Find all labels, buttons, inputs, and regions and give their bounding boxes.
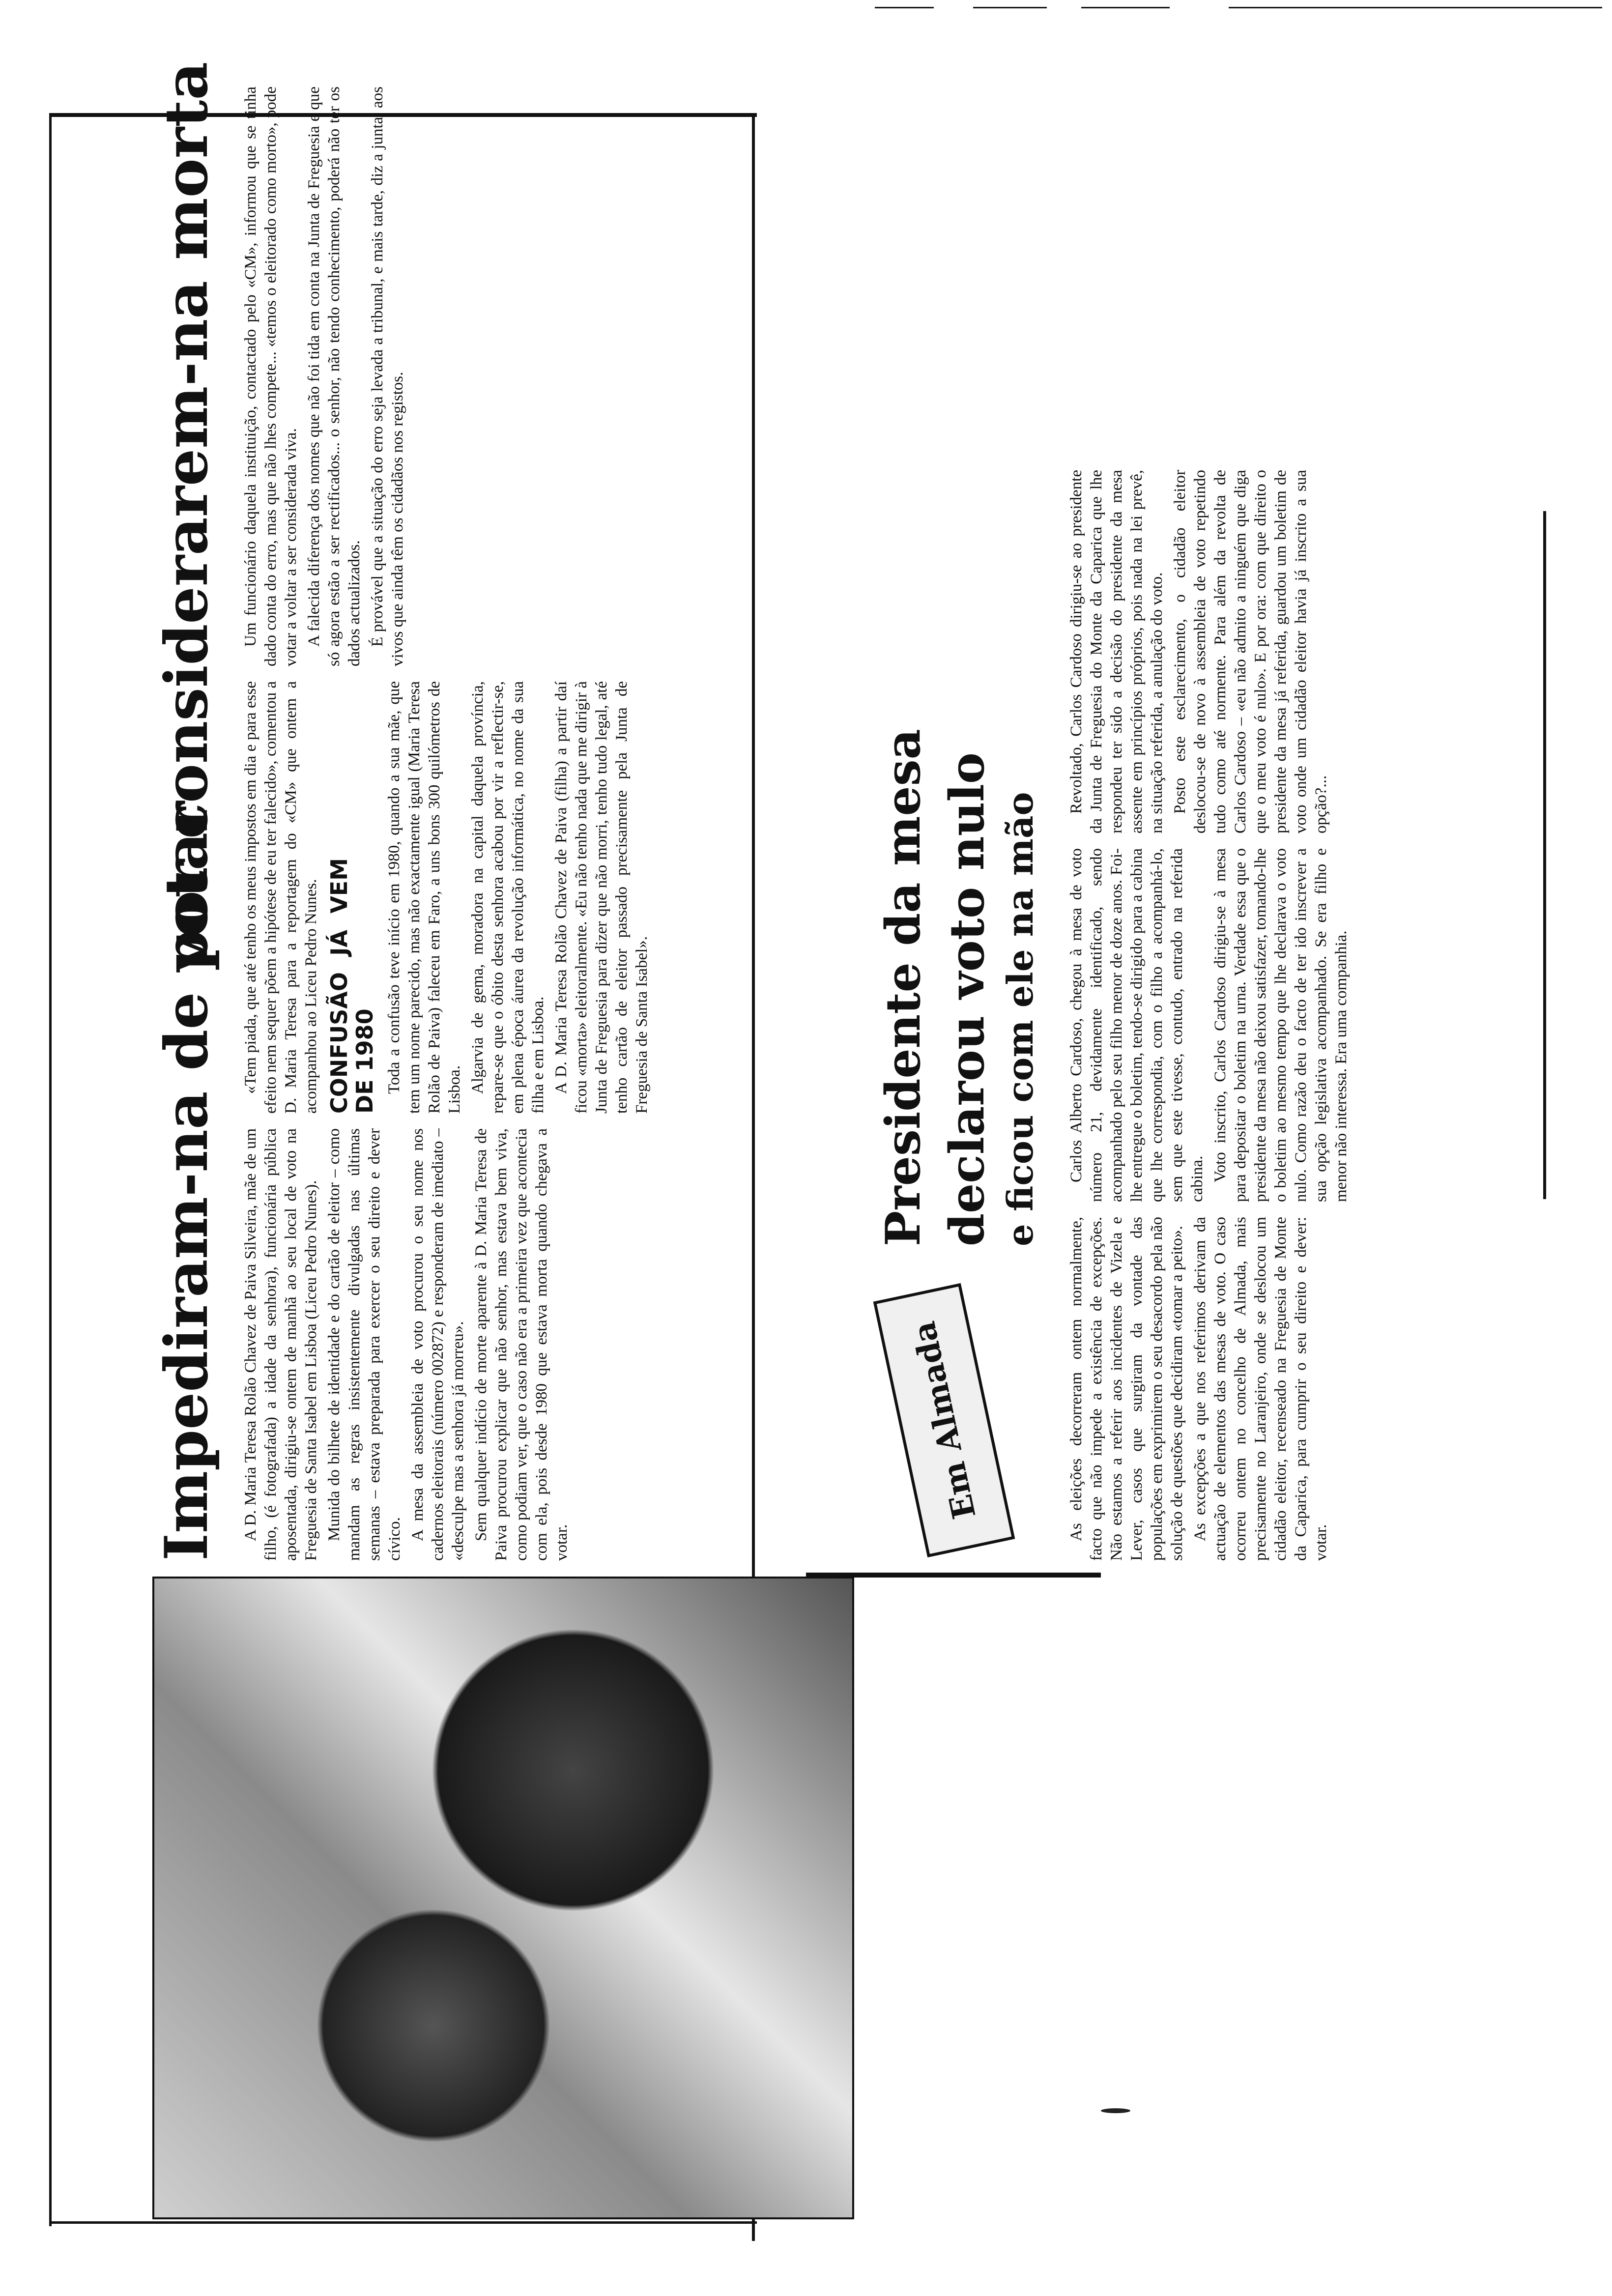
story2-paragraph: Carlos Alberto Cardoso, chegou à mesa de voto número 21, devidamente identificado, sendo acompanhado pelo seu filho menor de doze anos. Foi-lhe entregue o boletim, tendo-se dirigido para a cabina que lhe correspondia, com o filho a acompanhá-lo, sem que este tivesse, contudo, entrado na referida cabina. — [1067, 848, 1206, 1202]
story2-right-border — [1543, 511, 1546, 1199]
story1-column-3 — [241, 86, 411, 666]
story1-paragraph: A D. Maria Teresa Rolão Chavez de Paiva (filha) a partir daí ficou «morta» eleitoralmente. «Eu não tenho nada que me dirigir à Junta de Freguesia para dizer que não morri, tenho tudo legal, até tenho cartão de eleitor passado precisamente pela Junta de Freguesia de Santa Isabel». — [552, 681, 651, 1114]
story1-paragraph: «Tem piada, que até tenho os meus impostos em dia e para esse efeito nem sequer põem a hipótese de eu ter falecido», comentou a D. Maria Teresa para a reportagem do «CM» que ontem a acompanhou ao Liceu Pedro Nunes. — [242, 681, 320, 1114]
story2-paragraph: Posto este esclarecimento, o cidadão eleitor deslocou-se de novo à assembleia de voto repetindo tudo como até normente. Para além da revolta de Carlos Cardoso – «eu não admito a ninguém que diga que o meu voto é nulo». E por ora: com que direito o presidente da mesa já referida, guardou um boletim de voto onde um cidadão eleitor havia já inscrito a sua opção?... — [1171, 470, 1330, 833]
clipping-left-border — [49, 113, 52, 2226]
story1-paragraph: Um funcionário daquela instituição, contactado pelo «CM», informou que se tinha dado conta do erro, mas que não lhes compete... «temos o eleitorado como morto», pode votar a voltar a ser considerada viva. — [242, 86, 300, 666]
top-edge-line — [973, 7, 1047, 8]
top-edge-line — [1229, 7, 1602, 8]
story1-subhead: CONFUSÃO JÁ VEM DE 1980 — [326, 858, 378, 1114]
story1-paragraph: É provável que a situação do erro seja levada a tribunal, e mais tarde, diz a junta, aos vivos que ainda têm os cidadãos nos registos. — [369, 86, 406, 666]
story1-paragraph: Algarvia de gema, moradora na capital daquela província, repare-se que o óbito desta senhora acabou por vir a reflectir-se, em plena época áurea da revolução informática, no nome da sua filha e em Lisboa. — [469, 681, 547, 1114]
story2-paragraph: As excepções a que nos referimos derivam da actuação de elementos das mesas de voto. O caso ocorreu ontem no concelho de Almada, mais precisamente no Laranjeiro, onde se deslocou um cidadão eleitor, recenseado na Freguesia de Monte da Caparica, para cumprir o seu direito e dever: votar. — [1191, 1217, 1330, 1561]
story2-paragraph: Voto inscrito, Carlos Cardoso dirigiu-se à mesa para depositar o boletim na urna. Verdade essa que o presidente da mesa não deixou satisfazer, tomando-lhe o boletim ao mesmo tempo que lhe declarava o voto nulo. Como razão deu o facto de ter ido inscrever a sua opção legislativa acompanhado. Se era filho e menor não interessa. Era uma companhia. — [1211, 848, 1350, 1202]
story1-headline-line1: Impediram-na de votar — [152, 801, 221, 1561]
story2-column-1 — [1066, 1217, 1334, 1561]
story2-headline-2: declarou voto nulo — [939, 752, 995, 1246]
top-edge-line — [875, 7, 934, 8]
rotated-article — [93, 61, 1519, 2229]
story1-column-2 — [241, 681, 655, 1114]
story2-paragraph: Revoltado, Carlos Cardoso dirigiu-se ao presidente da Junta de Freguesia do Monte da Caparica que lhe respondeu ter sido a decisão do presidente da mesa assente em princípios próprios, pois nada na lei prevê, na situação referida, a anulação do voto. — [1067, 470, 1166, 833]
story1-headline-line2: por considerarem-na morta — [152, 61, 221, 971]
top-edge-line — [1081, 7, 1170, 8]
story1-paragraph: A mesa da assembleia de voto procurou o seu nome nos cadernos eleitorais (número 002872) e responderam de imediato – «desculpe mas a senhora já morreu». — [409, 1128, 467, 1561]
story1-paragraph: Munida do bilhete de identidade e do cartão de eleitor – como mandam as regras insistentemente divulgadas nas últimas semanas – estava preparada para exercer o seu direito e dever cívico. — [325, 1128, 403, 1561]
story2-column-3 — [1066, 470, 1334, 833]
story1-paragraph: Sem qualquer indício de morte aparente à D. Maria Teresa de Paiva procurou explicar que não senhor, mas estava bem viva, como podiam ver, que o caso não era a primeira vez que acontecia com ela, pois desde 1980 que estava morta quando chegava a votar. — [472, 1128, 571, 1561]
news-photo — [152, 1577, 854, 2219]
story2-column-2 — [1066, 848, 1354, 1202]
story2-paragraph: As eleições decorreram ontem normalmente, facto que não impede a existência de excepções. Não estamos a referir aos incidentes de Vizela e Lever, casos que surgiram da vontade das populações em exprimirem o seu desacordo pela não solução de questões que decidiram «tomar a peito». — [1067, 1217, 1186, 1561]
story1-paragraph: A falecida diferença dos nomes que não foi tida em conta na Junta de Freguesia e que só agora estão a ser rectificados... o senhor, não tendo conhecimento, poderá não ter os dados actualizados. — [305, 86, 363, 666]
story1-paragraph: A D. Maria Teresa Rolão Chavez de Paiva Silveira, mãe de um filho, (é fotografada) a idade da senhora), funcionária pública aposentada, dirigiu-se ontem de manhã ao seu local de voto na Freguesia de Santa Isabel em Lisboa (Liceu Pedro Nunes). — [242, 1128, 320, 1561]
story1-paragraph: Toda a confusão teve início em 1980, quando a sua mãe, que tem um nome parecido, mas não exactamente igual (Maria Teresa Rolão de Paiva) faleceu em Faro, a uns bons 300 quilómetros de Lisboa. — [385, 681, 463, 1114]
story2-headline-1: Presidente da mesa — [875, 729, 931, 1246]
location-badge: Em Almada — [873, 1283, 1015, 1557]
story2-headline-3: e ficou com ele na mão — [999, 792, 1041, 1246]
story1-column-1 — [241, 1128, 575, 1561]
